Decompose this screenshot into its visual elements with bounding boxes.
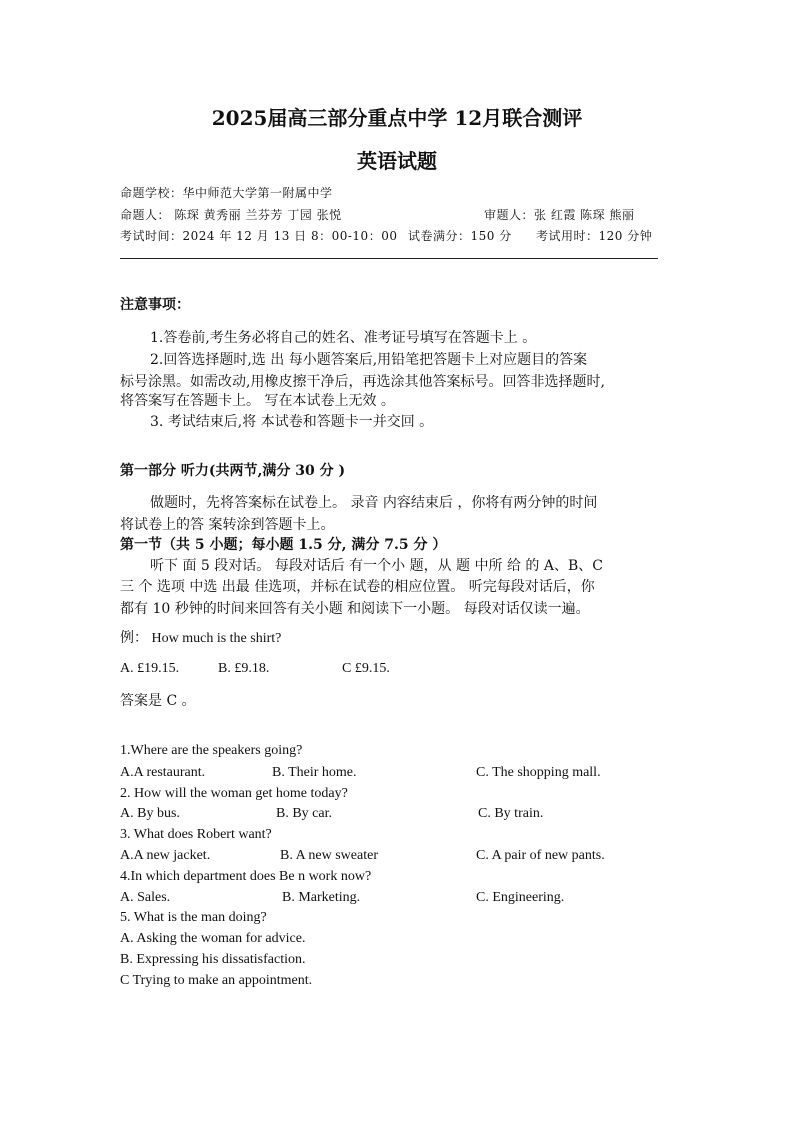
option-b: B. Expressing his dissatisfaction. [120, 952, 306, 967]
option-a: A.A restaurant. [120, 765, 206, 780]
option-a: A.A new jacket. [120, 848, 211, 863]
reviewers-line: 审题人：张 红霞 陈琛 熊丽 [484, 208, 635, 222]
authors-line: 命题人： 陈琛 黄秀丽 兰芬芳 丁园 张悦 [120, 208, 342, 222]
option-b: B. Their home. [272, 765, 357, 780]
option-a: A. Sales. [120, 890, 171, 905]
example-answer: 答案是 C 。 [120, 693, 196, 709]
page-subtitle: 英语试题 [357, 149, 437, 173]
option-a: A. By bus. [120, 806, 180, 821]
option-b: B. By car. [276, 806, 332, 821]
notice-item: 2.回答选择题时,选 出 每小题答案后,用铅笔把答题卡上对应题目的答案 [150, 352, 588, 368]
question-text: 1.Where are the speakers going? [120, 743, 303, 758]
question-text: 3. What does Robert want? [120, 827, 272, 842]
part1-intro: 将试卷上的答 案转涂到答题卡上。 [120, 517, 335, 533]
option-c: C Trying to make an appointment. [120, 973, 313, 988]
section1-text: 都有 10 秒钟的时间来回答有关小题 和阅读下一小题。 每段对话仅读一遍。 [120, 601, 590, 617]
option-c: C. A pair of new pants. [476, 848, 605, 863]
option-b: B. Marketing. [282, 890, 361, 905]
option-c: C. Engineering. [476, 890, 565, 905]
notice-item: 将答案写在答题卡上。 写在本试卷上无效 。 [120, 393, 395, 409]
school-line: 命题学校：华中师范大学第一附属中学 [120, 186, 333, 200]
option-c: C. The shopping mall. [476, 765, 601, 780]
section1-heading: 第一节（共 5 小题；每小题 1.5 分, 满分 7.5 分 ） [120, 537, 447, 553]
exam-time: 考试时间：2024 年 12 月 13 日 8：00-10：00 [120, 229, 398, 243]
option-a: A. Asking the woman for advice. [120, 931, 306, 946]
example-option-a: A. £19.15. [120, 661, 180, 676]
header-divider [120, 258, 658, 259]
option-b: B. A new sweater [280, 848, 378, 863]
example-option-c: C £9.15. [342, 661, 390, 676]
part1-heading: 第一部分 听力(共两节,满分 30 分 ) [120, 463, 346, 479]
notice-heading: 注意事项： [120, 297, 190, 313]
page-title: 2025届高三部分重点中学 12月联合测评 [211, 106, 583, 130]
example-question: 例： How much is the shirt? [120, 631, 282, 646]
part1-intro: 做题时，先将答案标在试卷上。 录音 内容结束后 ，你将有两分钟的时间 [150, 495, 598, 511]
notice-item: 标号涂黑。如需改动,用橡皮擦干净后，再选涂其他答案标号。回答非选择题时, [120, 374, 605, 390]
section1-text: 三 个 选项 中选 出最 佳选项，并标在试卷的相应位置。 听完每段对话后，你 [120, 579, 595, 595]
full-score: 试卷满分：150 分 [408, 229, 512, 243]
example-option-b: B. £9.18. [218, 661, 270, 676]
option-c: C. By train. [478, 806, 544, 821]
notice-item: 1.答卷前,考生务必将自己的姓名、准考证号填写在答题卡上 。 [150, 330, 537, 346]
section1-text: 听下 面 5 段对话。 每段对话后 有一个小 题，从 题 中所 给 的 A、B、C [150, 558, 603, 574]
question-text: 4.In which department does Be n work now? [120, 869, 372, 884]
exam-duration: 考试用时：120 分钟 [536, 229, 653, 243]
question-text: 2. How will the woman get home today? [120, 786, 348, 801]
question-text: 5. What is the man doing? [120, 910, 267, 925]
notice-item: 3. 考试结束后,将 本试卷和答题卡一并交回 。 [150, 414, 434, 430]
